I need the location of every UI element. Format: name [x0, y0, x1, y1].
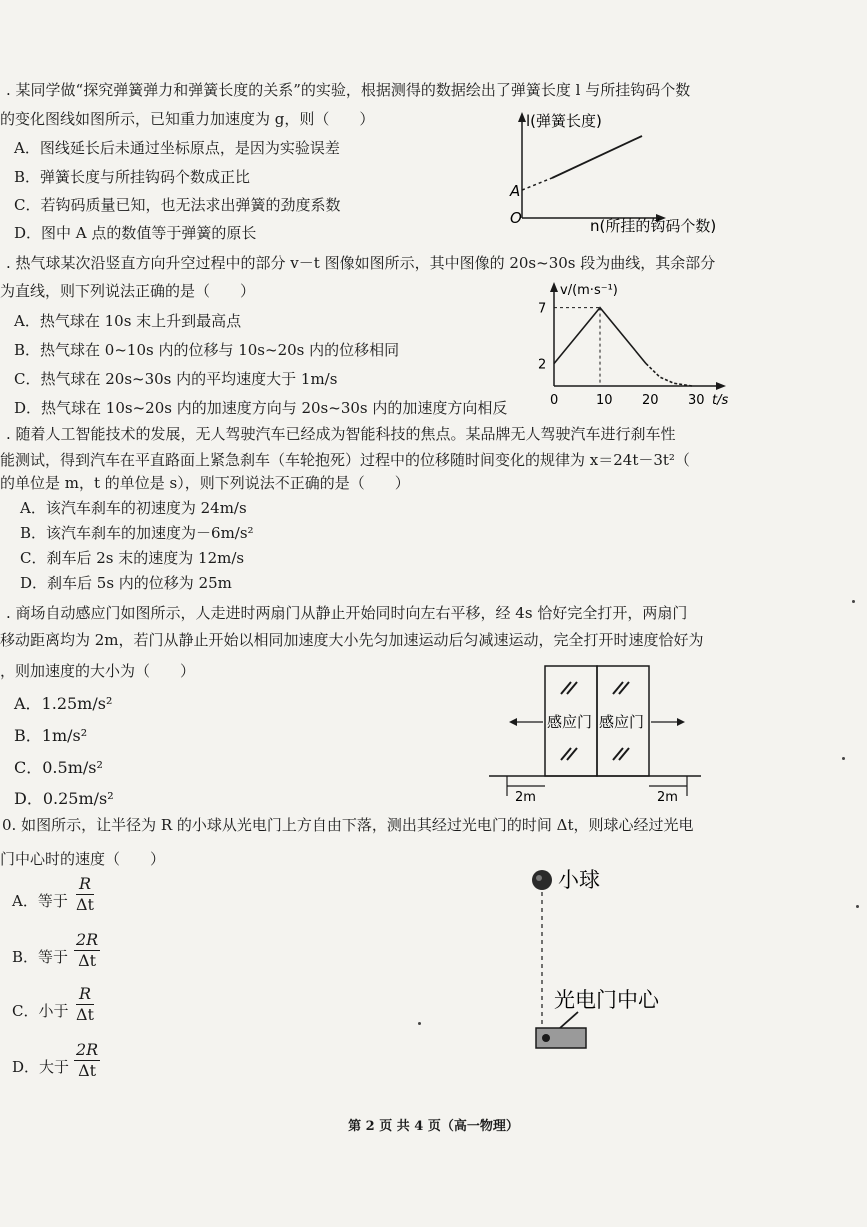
spring-length-graph: [500, 108, 770, 238]
right-dim-label: 2m: [657, 790, 678, 805]
q10-option-a-prefix: A．等于: [12, 892, 68, 910]
left-door-label: 感应门: [547, 713, 593, 731]
q9-option-c: C．0.5m/s²: [14, 758, 103, 777]
q10-option-b-denominator: Δt: [78, 951, 97, 970]
vt-x-tick-label: 20: [642, 393, 659, 408]
q10-option-c-denominator: Δt: [76, 1005, 94, 1024]
q9-stem-line1: . 商场自动感应门如图所示，人走进时两扇门从静止开始同时向左右平移，经 4s 恰好完全打开，两扇门: [6, 604, 688, 622]
label-leader-line: [560, 1012, 578, 1028]
q10-option-a-denominator: Δt: [76, 895, 94, 914]
q10-option-d-numerator: 2R: [76, 1040, 99, 1059]
q10-option-c-prefix: C．小于: [12, 1002, 69, 1020]
q8-option-d: D．刹车后 5s 内的位移为 25m: [20, 574, 232, 592]
q10-option-c-fraction: [76, 984, 94, 1025]
q6-option-d: D．图中 A 点的数值等于弹簧的原长: [14, 224, 257, 242]
q9-stem-line2: 移动距离均为 2m，若门从静止开始以相同加速度大小先匀加速运动后匀减速运动，完全打开时速度恰好为: [0, 631, 704, 649]
q7-stem-line1: . 热气球某次沿竖直方向升空过程中的部分 v－t 图像如图所示，其中图像的 20s~30s 段为曲线，其余部分: [6, 254, 716, 272]
origin-label: O: [510, 209, 522, 227]
q10-option-d-denominator: Δt: [78, 1061, 97, 1080]
vt-x-axis-label: t/s: [712, 393, 729, 408]
vt-series-1-line: [646, 364, 692, 386]
q10-option-b-fraction: [74, 930, 100, 971]
vt-x-axis-arrow-icon: [716, 382, 726, 390]
q6-option-a: A．图线延长后未通过坐标原点，是因为实验误差: [14, 139, 340, 157]
q6-stem-line1: . 某同学做“探究弹簧弹力和弹簧长度的关系”的实验，根据测得的数据绘出了弹簧长度 l 与所挂钩码个数: [6, 81, 691, 99]
q8-option-a: A．该汽车刹车的初速度为 24m/s: [20, 499, 247, 517]
extension-dashed-line: [522, 178, 552, 190]
q7-option-c: C．热气球在 20s~30s 内的平均速度大于 1m/s: [14, 370, 338, 388]
q9-stem-line3: ，则加速度的大小为（ ）: [0, 662, 196, 680]
q6-stem-line2: 的变化图线如图所示，已知重力加速度为 g，则（ ）: [0, 110, 375, 128]
velocity-time-chart: [530, 278, 740, 410]
q7-option-d: D．热气球在 10s~20s 内的加速度方向与 20s~30s 内的加速度方向相反: [14, 399, 508, 417]
q10-option-a-fraction: [76, 874, 94, 915]
q10-option-c-numerator: R: [76, 984, 94, 1005]
left-dim-label: 2m: [515, 790, 536, 805]
ball-icon: [532, 870, 552, 890]
left-arrow-icon: [509, 718, 517, 726]
vt-x-tick-label: 10: [596, 393, 613, 408]
data-line: [552, 136, 642, 178]
q10-stem-line2: 门中心时的速度（ ）: [0, 850, 166, 868]
q8-option-b: B．该汽车刹车的加速度为－6m/s²: [20, 524, 254, 542]
q9-option-b: B．1m/s²: [14, 726, 88, 745]
y-axis-arrow-icon: [518, 112, 526, 122]
right-arrow-icon: [677, 718, 685, 726]
vt-x-tick-label: 30: [688, 393, 705, 408]
q10-option-b-prefix: B．等于: [12, 948, 69, 966]
x-axis-label: n(所挂的钩码个数): [590, 217, 717, 235]
q9-option-a: A．1.25m/s²: [14, 694, 113, 713]
q6-option-c: C．若钩码质量已知，也无法求出弹簧的劲度系数: [14, 196, 341, 214]
point-a-label: A: [510, 182, 521, 200]
vt-y-axis-arrow-icon: [550, 282, 558, 292]
q10-option-d-prefix: D．大于: [12, 1058, 70, 1076]
q8-stem-line1: . 随着人工智能技术的发展，无人驾驶汽车已经成为智能科技的焦点。某品牌无人驾驶汽车进行刹车性: [6, 425, 676, 443]
y-axis-label: l(弹簧长度): [526, 112, 602, 130]
q10-option-b-numerator: 2R: [76, 930, 99, 949]
q7-option-b: B．热气球在 0~10s 内的位移与 10s~20s 内的位移相同: [14, 341, 400, 359]
q7-stem-line2: 为直线，则下列说法正确的是（ ）: [0, 282, 256, 300]
photogate-diagram: [520, 862, 700, 1062]
vt-x-tick-label: 0: [550, 393, 559, 408]
right-door-label: 感应门: [599, 713, 645, 731]
sliding-door-diagram: [485, 658, 705, 806]
q8-stem-line2: 能测试，得到汽车在平直路面上紧急刹车（车轮抱死）过程中的位移随时间变化的规律为 x＝24t－3t²（: [0, 451, 690, 469]
q10-stem-line1: 0. 如图所示，让半径为 R 的小球从光电门上方自由下落，测出其经过光电门的时间 Δt，则球心经过光电: [2, 816, 694, 834]
q10-option-a-numerator: R: [76, 874, 94, 895]
ball-label: 小球: [558, 868, 600, 892]
q10-option-d-fraction: [74, 1040, 100, 1081]
q8-stem-line3: 的单位是 m，t 的单位是 s），则下列说法不正确的是（ ）: [0, 474, 410, 492]
q8-option-c: C．刹车后 2s 末的速度为 12m/s: [20, 549, 245, 567]
page-footer: 第 2 页 共 4 页（高一物理）: [348, 1119, 519, 1134]
q9-option-d: D．0.25m/s²: [14, 789, 114, 808]
photogate-center-label: 光电门中心: [554, 988, 659, 1012]
vt-y-axis-label: v/(m·s⁻¹): [560, 283, 618, 298]
q6-option-b: B．弹簧长度与所挂钩码个数成正比: [14, 168, 251, 186]
q7-option-a: A．热气球在 10s 末上升到最高点: [14, 312, 242, 330]
vt-y-tick-label: 7: [538, 301, 547, 317]
vt-y-tick-label: 2: [538, 357, 547, 373]
